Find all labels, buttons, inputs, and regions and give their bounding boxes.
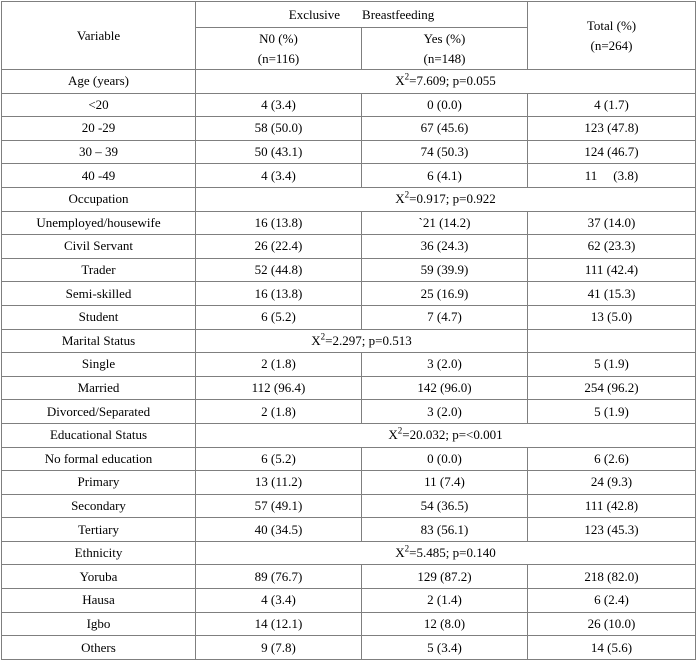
row-label: No formal education bbox=[2, 447, 196, 471]
total-value: 13 (5.0) bbox=[528, 305, 696, 329]
total-value: 6 (2.6) bbox=[528, 447, 696, 471]
row-label: Married bbox=[2, 376, 196, 400]
no-label: N0 (%) bbox=[259, 30, 298, 46]
no-value: 13 (11.2) bbox=[196, 471, 362, 495]
table-row bbox=[2, 235, 696, 259]
row-label: Secondary bbox=[2, 494, 196, 518]
total-value: 218 (82.0) bbox=[528, 565, 696, 589]
row-label: Yoruba bbox=[2, 565, 196, 589]
section-row bbox=[2, 187, 696, 211]
section-label: Occupation bbox=[2, 187, 196, 211]
no-value: 89 (76.7) bbox=[196, 565, 362, 589]
no-value: 6 (5.2) bbox=[196, 447, 362, 471]
total-value: 123 (47.8) bbox=[528, 117, 696, 141]
exclusive-breastfeeding-header: Exclusive Breastfeeding bbox=[196, 2, 528, 28]
row-label: 30 – 39 bbox=[2, 140, 196, 164]
table-row bbox=[2, 494, 696, 518]
no-value: 40 (34.5) bbox=[196, 518, 362, 542]
row-label: Igbo bbox=[2, 612, 196, 636]
total-value: 24 (9.3) bbox=[528, 471, 696, 495]
total-value: 62 (23.3) bbox=[528, 235, 696, 259]
row-label: Semi-skilled bbox=[2, 282, 196, 306]
table-row bbox=[2, 447, 696, 471]
chi-square-stat: $X^2=7.609$; p=0.055 bbox=[196, 70, 696, 94]
yes-label: Yes (%) bbox=[423, 30, 466, 46]
chi-square-stat: $X^2=20.032$; p=<0.001 bbox=[196, 423, 696, 447]
total-value: 5 (1.9) bbox=[528, 400, 696, 424]
yes-value: 2 (1.4) bbox=[362, 589, 528, 613]
total-value: 254 (96.2) bbox=[528, 376, 696, 400]
total-value: 111 (42.4) bbox=[528, 258, 696, 282]
no-value: 26 (22.4) bbox=[196, 235, 362, 259]
chi-square-stat: $X^2=5.485$; p=0.140 bbox=[196, 541, 696, 565]
empty-cell bbox=[528, 329, 696, 353]
total-value: 11 (3.8) bbox=[528, 164, 696, 188]
table-row bbox=[2, 518, 696, 542]
yes-value: 5 (3.4) bbox=[362, 636, 528, 660]
section-label: Educational Status bbox=[2, 423, 196, 447]
no-value: 9 (7.8) bbox=[196, 636, 362, 660]
total-value: 14 (5.6) bbox=[528, 636, 696, 660]
no-header bbox=[196, 28, 362, 70]
section-label: Ethnicity bbox=[2, 541, 196, 565]
total-value: 41 (15.3) bbox=[528, 282, 696, 306]
section-label: Marital Status bbox=[2, 329, 196, 353]
no-value: 6 (5.2) bbox=[196, 305, 362, 329]
row-label: Tertiary bbox=[2, 518, 196, 542]
total-label: Total (%) bbox=[586, 17, 637, 33]
yes-value: 3 (2.0) bbox=[362, 353, 528, 377]
row-label: Primary bbox=[2, 471, 196, 495]
section-row bbox=[2, 423, 696, 447]
table-row bbox=[2, 305, 696, 329]
yes-value: 11 (7.4) bbox=[362, 471, 528, 495]
yes-value: 74 (50.3) bbox=[362, 140, 528, 164]
chi-square-stat: $X^2=2.297$; p=0.513 bbox=[196, 329, 528, 353]
total-n: (n=264) bbox=[590, 37, 633, 53]
table-row bbox=[2, 164, 696, 188]
no-value: 50 (43.1) bbox=[196, 140, 362, 164]
table-row bbox=[2, 211, 696, 235]
row-label: Hausa bbox=[2, 589, 196, 613]
no-value: 16 (13.8) bbox=[196, 282, 362, 306]
yes-value: 142 (96.0) bbox=[362, 376, 528, 400]
section-row bbox=[2, 541, 696, 565]
row-label: Student bbox=[2, 305, 196, 329]
no-value: 2 (1.8) bbox=[196, 400, 362, 424]
table-row bbox=[2, 93, 696, 117]
total-header bbox=[528, 2, 696, 70]
total-value: 123 (45.3) bbox=[528, 518, 696, 542]
total-value: 4 (1.7) bbox=[528, 93, 696, 117]
section-row bbox=[2, 70, 696, 94]
total-value: 124 (46.7) bbox=[528, 140, 696, 164]
section-label: Age (years) bbox=[2, 70, 196, 94]
yes-value: 129 (87.2) bbox=[362, 565, 528, 589]
total-value: 5 (1.9) bbox=[528, 353, 696, 377]
no-value: 2 (1.8) bbox=[196, 353, 362, 377]
yes-value: 25 (16.9) bbox=[362, 282, 528, 306]
yes-value: 6 (4.1) bbox=[362, 164, 528, 188]
yes-value: 7 (4.7) bbox=[362, 305, 528, 329]
table-row bbox=[2, 376, 696, 400]
table-row bbox=[2, 140, 696, 164]
row-label: <20 bbox=[2, 93, 196, 117]
row-label: Single bbox=[2, 353, 196, 377]
row-label: Unemployed/housewife bbox=[2, 211, 196, 235]
section-row bbox=[2, 329, 696, 353]
no-value: 58 (50.0) bbox=[196, 117, 362, 141]
table-row bbox=[2, 471, 696, 495]
table-row bbox=[2, 565, 696, 589]
no-value: 112 (96.4) bbox=[196, 376, 362, 400]
total-value: 6 (2.4) bbox=[528, 589, 696, 613]
chi-square-stat: $X^2=0.917$; p=0.922 bbox=[196, 187, 696, 211]
no-value: 14 (12.1) bbox=[196, 612, 362, 636]
yes-value: 36 (24.3) bbox=[362, 235, 528, 259]
no-value: 52 (44.8) bbox=[196, 258, 362, 282]
no-value: 57 (49.1) bbox=[196, 494, 362, 518]
yes-header bbox=[362, 28, 528, 70]
row-label: Others bbox=[2, 636, 196, 660]
row-label: Trader bbox=[2, 258, 196, 282]
total-value: 111 (42.8) bbox=[528, 494, 696, 518]
table-row bbox=[2, 589, 696, 613]
row-label: Divorced/Separated bbox=[2, 400, 196, 424]
yes-value: 83 (56.1) bbox=[362, 518, 528, 542]
no-value: 4 (3.4) bbox=[196, 164, 362, 188]
yes-n: (n=148) bbox=[423, 50, 466, 66]
no-n: (n=116) bbox=[257, 50, 300, 66]
table-row bbox=[2, 353, 696, 377]
total-value: 26 (10.0) bbox=[528, 612, 696, 636]
table-row bbox=[2, 117, 696, 141]
yes-value: 0 (0.0) bbox=[362, 93, 528, 117]
yes-value: 0 (0.0) bbox=[362, 447, 528, 471]
breastfeeding-table bbox=[1, 1, 696, 660]
total-value: 37 (14.0) bbox=[528, 211, 696, 235]
table-row bbox=[2, 612, 696, 636]
table-row bbox=[2, 258, 696, 282]
yes-value: 67 (45.6) bbox=[362, 117, 528, 141]
no-value: 16 (13.8) bbox=[196, 211, 362, 235]
row-label: Civil Servant bbox=[2, 235, 196, 259]
yes-value: 3 (2.0) bbox=[362, 400, 528, 424]
table-row bbox=[2, 282, 696, 306]
yes-value: 59 (39.9) bbox=[362, 258, 528, 282]
row-label: 20 -29 bbox=[2, 117, 196, 141]
no-value: 4 (3.4) bbox=[196, 93, 362, 117]
variable-header: Variable bbox=[2, 2, 196, 70]
table-row bbox=[2, 400, 696, 424]
table-row bbox=[2, 636, 696, 660]
yes-value: `21 (14.2) bbox=[362, 211, 528, 235]
row-label: 40 -49 bbox=[2, 164, 196, 188]
yes-value: 12 (8.0) bbox=[362, 612, 528, 636]
yes-value: 54 (36.5) bbox=[362, 494, 528, 518]
no-value: 4 (3.4) bbox=[196, 589, 362, 613]
